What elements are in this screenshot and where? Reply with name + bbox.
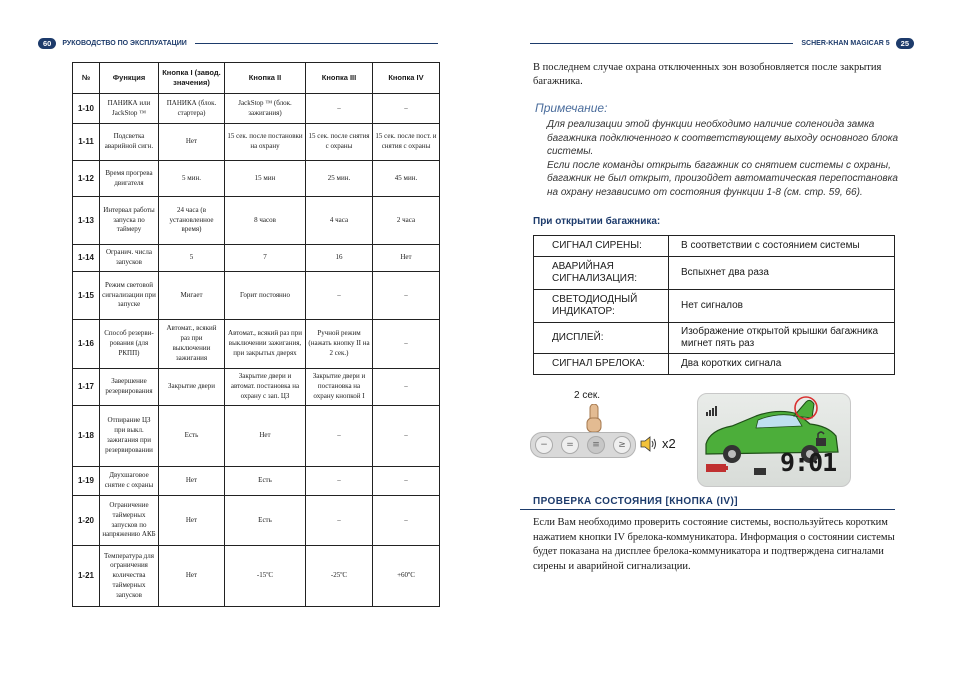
row-button-1: Нет (159, 124, 225, 161)
row-num: 1-14 (73, 245, 100, 272)
row-function: Отпирание ЦЗ при выкл. зажигания при резервировании (100, 406, 159, 467)
row-button-3: 25 мин. (306, 161, 373, 197)
header-function: Функция (100, 63, 159, 94)
row-button-2: 15 мин (225, 161, 306, 197)
right-page-header (530, 36, 914, 50)
table-row (73, 272, 440, 320)
greater-equal-button-icon: ≥ (613, 436, 631, 454)
row-button-2: Закрытие двери и автомат. постановка на охрану с зап. ЦЗ (225, 369, 306, 406)
row-button-1: Закрытие двери (159, 369, 225, 406)
row-button-2: 8 часов (225, 197, 306, 245)
row-num: 1-21 (73, 546, 100, 607)
beep-count: x2 (662, 436, 676, 451)
row-num: 1-12 (73, 161, 100, 197)
left-page-header (38, 36, 438, 50)
row-function: Ограничение таймерных запусков по напряжению АКБ (100, 496, 159, 546)
row-button-3: – (306, 467, 373, 496)
header-button-1: Кнопка I (завод. значения) (159, 63, 225, 94)
right-header-rule (530, 43, 793, 44)
row-button-1: Нет (159, 546, 225, 607)
note-paragraph-1: Для реализации этой функции необходимо наличие соленоида замка багажника подключенного к соответствующему выходу основного блока системы. (547, 119, 899, 157)
row-button-3: -25ºС (306, 546, 373, 607)
signal-row (534, 257, 895, 290)
table-row (73, 406, 440, 467)
signal-label: СИГНАЛ СИРЕНЫ: (534, 236, 669, 257)
table-row (73, 546, 440, 607)
row-button-2: Есть (225, 467, 306, 496)
signal-row (534, 354, 895, 375)
row-function: Температура для ограничения количества таймерных запусков (100, 546, 159, 607)
row-button-3: Закрытие двери и постановка на охрану кнопкой I (306, 369, 373, 406)
signal-label: СВЕТОДИОДНЫЙ ИНДИКАТОР: (534, 290, 669, 323)
row-function: Время прогрева двигателя (100, 161, 159, 197)
row-function: Огранич. числа запусков (100, 245, 159, 272)
row-num: 1-15 (73, 272, 100, 320)
row-button-4: Нет (373, 245, 440, 272)
row-function: Интервал работы запуска по таймеру (100, 197, 159, 245)
table-row (73, 467, 440, 496)
row-num: 1-10 (73, 94, 100, 124)
triple-bar-button-icon: ≡ (587, 436, 605, 454)
row-button-4: – (373, 467, 440, 496)
status-check-paragraph: Если Вам необходимо проверить состояние системы, воспользуйтесь коротким нажатием кнопки IV брелока-коммуникатора. Информация о состоянии системы будет показана на дисплее брелока-коммуникатора и подтверждена сигналами сирены и аварийной сигнализации. (533, 517, 895, 572)
header-button-3: Кнопка III (306, 63, 373, 94)
row-button-1: 24 часа (в установленное время) (159, 197, 225, 245)
section-rule (520, 509, 895, 510)
row-button-2: JackStop ™ (блок. зажигания) (225, 94, 306, 124)
table-row (73, 124, 440, 161)
row-button-2: Автомат., всякий раз при выключении зажигания, при закрытых дверях (225, 320, 306, 369)
left-header-title: РУКОВОДСТВО ПО ЭКСПЛУАТАЦИИ (62, 39, 187, 47)
row-button-1: Нет (159, 467, 225, 496)
row-button-2: 7 (225, 245, 306, 272)
display-time: 9:01 (780, 448, 837, 477)
row-function: Режим световой сигнализации при запуске (100, 272, 159, 320)
header-button-2: Кнопка II (225, 63, 306, 94)
left-header-rule (195, 43, 438, 44)
table-row (73, 320, 440, 369)
finger-press-icon (586, 404, 602, 434)
row-function: Подсветка аварийной сигн. (100, 124, 159, 161)
note-paragraph-2: Если после команды открыть багажник со снятием системы с охраны, багажник не был открыт, произойдет автоматическая перепостановка на охрану независимо от состояния функции 1-8 (см. стр. 59, 66). (547, 159, 898, 198)
row-num: 1-19 (73, 467, 100, 496)
signal-value: Нет сигналов (669, 290, 895, 323)
row-button-4: 45 мин. (373, 161, 440, 197)
row-button-2: Горит постоянно (225, 272, 306, 320)
row-button-3: – (306, 406, 373, 467)
row-button-4: 15 сек. после пост. и снятия с охраны (373, 124, 440, 161)
table-row (73, 161, 440, 197)
row-button-4: – (373, 272, 440, 320)
row-button-4: – (373, 496, 440, 546)
signal-value: Два коротких сигнала (669, 354, 895, 375)
row-button-3: 16 (306, 245, 373, 272)
header-num: № (73, 63, 100, 94)
intro-paragraph: В последнем случае охрана отключенных зон возобновляется после закрытия багажника. (533, 62, 882, 87)
row-button-4: – (373, 320, 440, 369)
left-page-number: 60 (38, 38, 56, 49)
row-button-1: Есть (159, 406, 225, 467)
table-row (73, 94, 440, 124)
row-num: 1-13 (73, 197, 100, 245)
signal-label: АВАРИЙНАЯ СИГНАЛИЗАЦИЯ: (534, 257, 669, 290)
row-button-1: 5 мин. (159, 161, 225, 197)
signal-value: Изображение открытой крышки багажника мигнет пять раз (669, 323, 895, 354)
table-row (73, 369, 440, 406)
row-button-3: – (306, 272, 373, 320)
signals-table (533, 235, 895, 375)
signal-label: СИГНАЛ БРЕЛОКА: (534, 354, 669, 375)
row-num: 1-20 (73, 496, 100, 546)
signal-row (534, 236, 895, 257)
note-body (547, 118, 907, 199)
row-button-3: 15 сек. после снятия с охраны (306, 124, 373, 161)
row-button-1: Мигает (159, 272, 225, 320)
signal-row (534, 323, 895, 354)
row-button-4: – (373, 369, 440, 406)
row-num: 1-18 (73, 406, 100, 467)
functions-table (72, 62, 440, 607)
row-num: 1-17 (73, 369, 100, 406)
right-page-number: 25 (896, 38, 914, 49)
row-button-3: – (306, 94, 373, 124)
right-header-title: SCHER-KHAN MAGICAR 5 (801, 39, 890, 47)
signal-label: ДИСПЛЕЙ: (534, 323, 669, 354)
minus-button-icon: − (535, 436, 553, 454)
row-button-1: ПАНИКА (блок. стартера) (159, 94, 225, 124)
status-check-heading: ПРОВЕРКА СОСТОЯНИЯ [КНОПКА (IV)] (533, 496, 738, 507)
row-button-2: -15ºС (225, 546, 306, 607)
row-button-1: 5 (159, 245, 225, 272)
row-button-3: – (306, 496, 373, 546)
row-button-3: Ручной режим (нажать кнопку II на 2 сек.) (306, 320, 373, 369)
speaker-icon (640, 436, 658, 452)
keyfob-button-bar (530, 432, 636, 458)
signal-value: Вспыхнет два раза (669, 257, 895, 290)
header-button-4: Кнопка IV (373, 63, 440, 94)
row-button-1: Автомат., всякий раз при выключении зажигания (159, 320, 225, 369)
table-header-row (73, 63, 440, 94)
row-button-4: +60ºС (373, 546, 440, 607)
signal-value: В соответствии с состоянием системы (669, 236, 895, 257)
row-button-1: Нет (159, 496, 225, 546)
row-button-4: – (373, 406, 440, 467)
row-function: Завершение резервирования (100, 369, 159, 406)
row-num: 1-16 (73, 320, 100, 369)
table-row (73, 245, 440, 272)
keyfob-display (697, 393, 851, 487)
trunk-open-subheading: При открытии багажника: (533, 216, 661, 227)
row-num: 1-11 (73, 124, 100, 161)
row-button-3: 4 часа (306, 197, 373, 245)
row-function: Способ резерви- рования (для РКПП) (100, 320, 159, 369)
row-function: Двухшаговое снятие с охраны (100, 467, 159, 496)
row-button-4: 2 часа (373, 197, 440, 245)
note-title: Примечание: (535, 101, 608, 115)
table-row (73, 197, 440, 245)
row-button-2: 15 сек. после постановки на охрану (225, 124, 306, 161)
equals-button-icon: = (561, 436, 579, 454)
row-function: ПАНИКА или JackStop ™ (100, 94, 159, 124)
row-button-2: Нет (225, 406, 306, 467)
row-button-2: Есть (225, 496, 306, 546)
press-duration-label: 2 сек. (574, 390, 601, 401)
table-row (73, 496, 440, 546)
row-button-4: – (373, 94, 440, 124)
signal-row (534, 290, 895, 323)
